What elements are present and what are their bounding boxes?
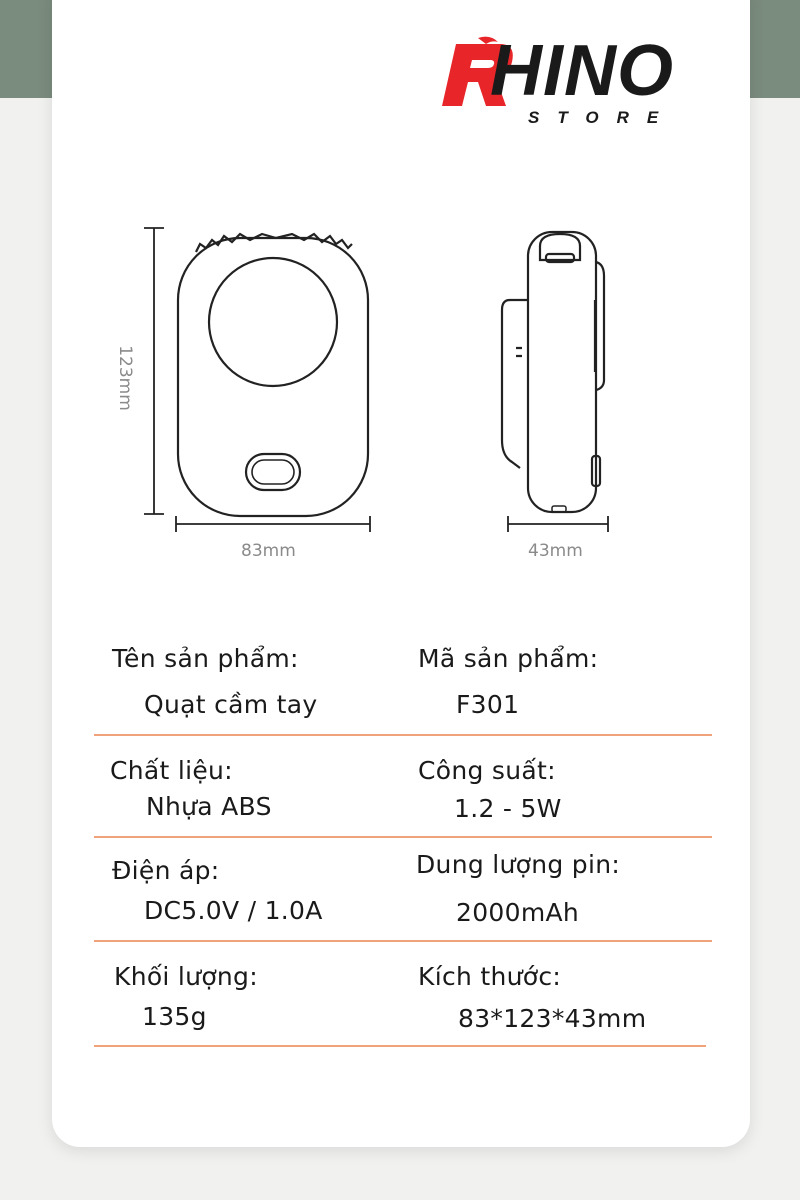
divider — [94, 1045, 706, 1047]
fan-side-body — [528, 232, 596, 512]
spec-value-weight: 135g — [142, 1002, 207, 1031]
width-dimension-label: 83mm — [241, 541, 296, 561]
divider — [94, 940, 712, 942]
spec-label-voltage: Điện áp: — [112, 856, 220, 885]
spec-value-material: Nhựa ABS — [146, 792, 272, 821]
height-dimension-label: 123mm — [114, 345, 135, 411]
spec-label-size: Kích thước: — [418, 962, 562, 991]
logo-store-text: STORE — [528, 108, 677, 127]
spec-value-power: 1.2 - 5W — [454, 794, 562, 823]
logo-wordmark: HINO — [490, 31, 674, 111]
spec-value-voltage: DC5.0V / 1.0A — [144, 896, 323, 925]
spec-label-battery: Dung lượng pin: — [416, 850, 621, 879]
spec-label-weight: Khối lượng: — [114, 962, 258, 991]
spec-label-product-name: Tên sản phẩm: — [112, 644, 299, 673]
divider — [94, 734, 712, 736]
fan-face-circle — [209, 258, 337, 386]
fan-side-clip — [502, 300, 528, 468]
spec-label-material: Chất liệu: — [110, 756, 233, 785]
spec-label-power: Công suất: — [418, 756, 556, 785]
depth-dimension-label: 43mm — [528, 541, 583, 561]
divider — [94, 836, 712, 838]
spec-value-product-name: Quạt cầm tay — [144, 690, 318, 719]
spec-value-battery: 2000mAh — [456, 898, 580, 927]
spec-value-product-code: F301 — [456, 690, 520, 719]
spec-value-size: 83*123*43mm — [458, 1004, 647, 1033]
fan-front-body — [178, 238, 368, 516]
spec-label-product-code: Mã sản phẩm: — [418, 644, 599, 673]
